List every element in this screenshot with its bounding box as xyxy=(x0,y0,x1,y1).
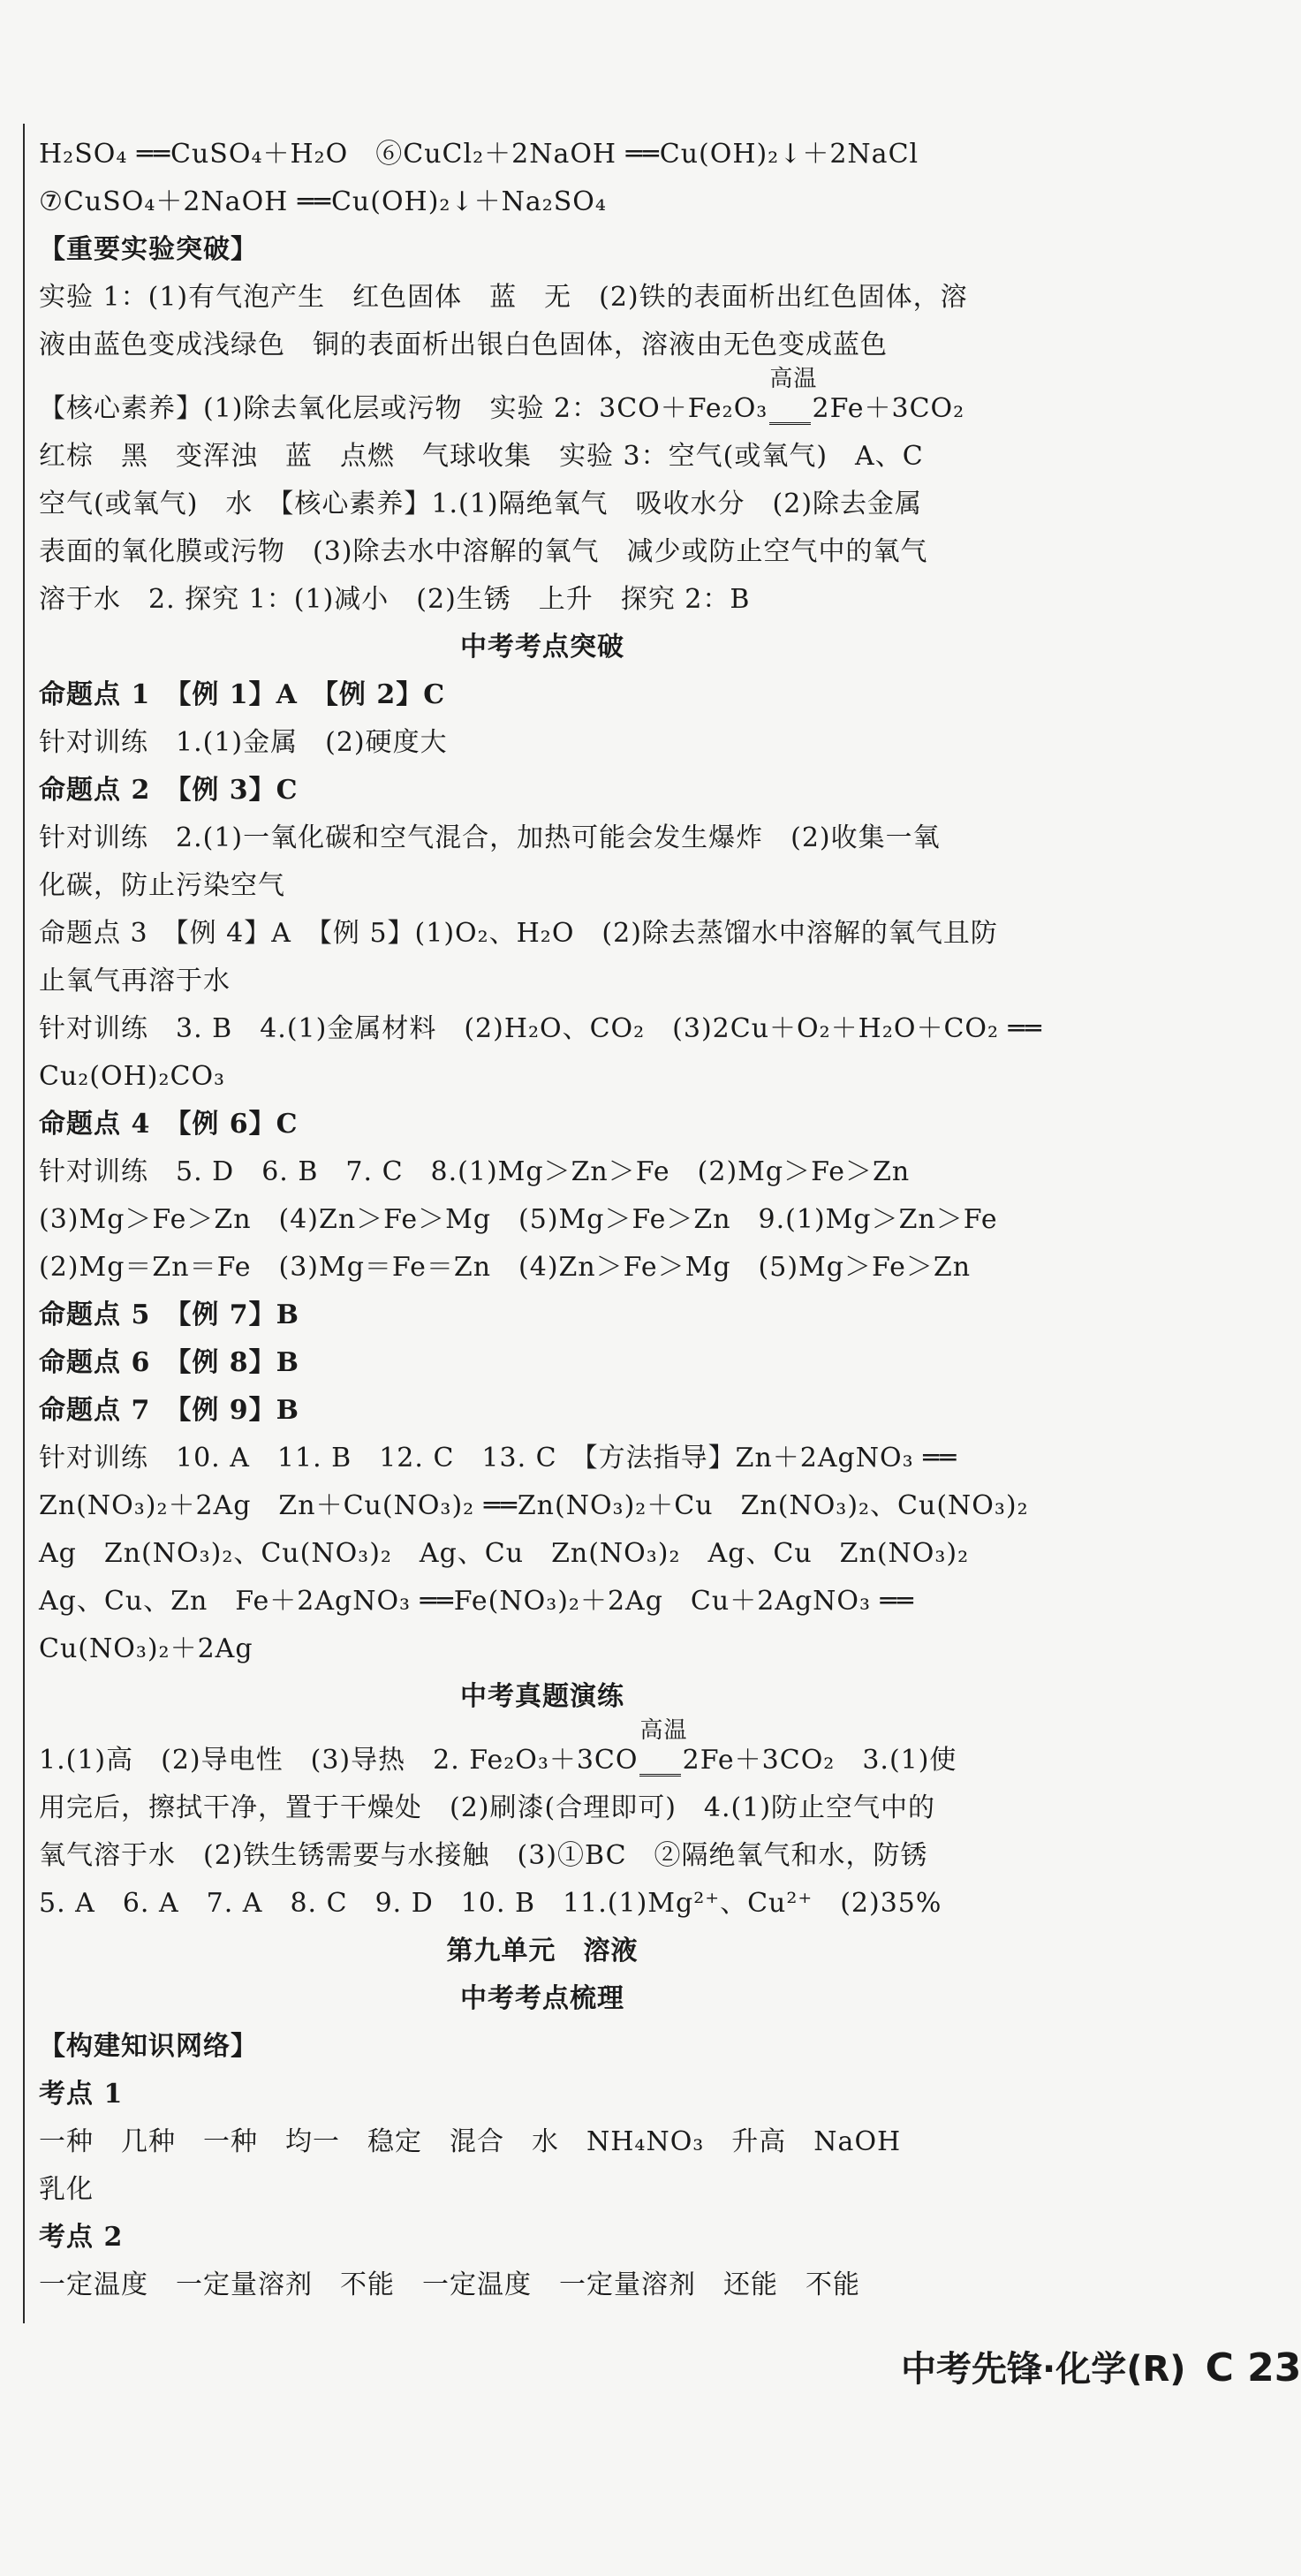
text-line: 一定温度 一定量溶剂 不能 一定温度 一定量溶剂 还能 不能 xyxy=(39,2269,860,2300)
equation-prefix: 【核心素养】(1)除去氧化层或污物 实验 2：3CO＋Fe₂O₃ xyxy=(39,393,768,424)
text-line: ⑦CuSO₄＋2NaOH ══Cu(OH)₂↓＋Na₂SO₄ xyxy=(39,186,607,217)
text-line: 液由蓝色变成浅绿色 铜的表面析出银白色固体，溶液由无色变成蓝色 xyxy=(39,330,888,360)
text-line: 针对训练 1.(1)金属 (2)硬度大 xyxy=(39,727,448,758)
text-line: 化碳，防止污染空气 xyxy=(39,870,285,901)
book-title: 中考先锋·化学(R) xyxy=(901,2349,1186,2390)
equation-suffix: 2Fe＋3CO₂ xyxy=(812,393,965,424)
text-line: 乳化 xyxy=(39,2174,94,2205)
page-footer xyxy=(901,2341,1301,2391)
section-label: 【构建知识网络】 xyxy=(39,2031,258,2062)
reaction-condition: 高温 xyxy=(639,1717,688,1744)
text-line: 针对训练 10. A 11. B 12. C 13. C 【方法指导】Zn＋2AgNO₃ ══ xyxy=(39,1443,957,1474)
reaction-arrow xyxy=(769,366,818,425)
text-line: 溶于水 2. 探究 1：(1)减小 (2)生锈 上升 探究 2：B xyxy=(39,584,751,615)
text-line: 止氧气再溶于水 xyxy=(39,966,231,996)
text-line: 命题点 4 【例 6】C xyxy=(39,1109,299,1140)
section-heading: 中考考点梳理 xyxy=(460,1983,624,2014)
text-line: 命题点 6 【例 8】B xyxy=(39,1347,299,1378)
equation-suffix: 2Fe＋3CO₂ 3.(1)使 xyxy=(682,1745,957,1776)
text-line: Ag、Cu、Zn Fe＋2AgNO₃ ══Fe(NO₃)₂＋2Ag Cu＋2AgNO₃ ══ xyxy=(39,1586,914,1617)
text-line: (2)Mg＝Zn＝Fe (3)Mg＝Fe＝Zn (4)Zn＞Fe＞Mg (5)Mg＞Fe＞Zn xyxy=(39,1252,972,1283)
equation-line xyxy=(39,366,1046,433)
reaction-condition: 高温 xyxy=(769,366,818,392)
text-line: 命题点 1 【例 1】A 【例 2】C xyxy=(39,679,446,710)
text-line: 5. A 6. A 7. A 8. C 9. D 10. B 11.(1)Mg²⁺、Cu²⁺ (2)35% xyxy=(39,1888,942,1919)
text-line: 表面的氧化膜或污物 (3)除去水中溶解的氧气 减少或防止空气中的氧气 xyxy=(39,536,928,567)
text-line: Cu₂(OH)₂CO₃ xyxy=(39,1061,226,1092)
section-label: 【重要实验突破】 xyxy=(39,234,258,265)
reaction-arrow xyxy=(639,1717,688,1777)
unit-heading: 第九单元 溶液 xyxy=(446,1936,639,1966)
text-line: 命题点 2 【例 3】C xyxy=(39,775,299,806)
text-line: 针对训练 5. D 6. B 7. C 8.(1)Mg＞Zn＞Fe (2)Mg＞Fe＞Zn xyxy=(39,1156,911,1187)
text-line: 空气(或氧气) 水 【核心素养】1.(1)隔绝氧气 吸收水分 (2)除去金属 xyxy=(39,489,923,519)
text-line: Ag Zn(NO₃)₂、Cu(NO₃)₂ Ag、Cu Zn(NO₃)₂ Ag、Cu Zn(NO₃)₂ xyxy=(39,1538,970,1569)
text-line: 实验 1：(1)有气泡产生 红色固体 蓝 无 (2)铁的表面析出红色固体，溶 xyxy=(39,282,968,313)
text-line: 氧气溶于水 (2)铁生锈需要与水接触 (3)①BC ②隔绝氧气和水，防锈 xyxy=(39,1840,928,1871)
text-line: 针对训练 2.(1)一氧化碳和空气混合，加热可能会发生爆炸 (2)收集一氧 xyxy=(39,822,941,853)
text-line: Zn(NO₃)₂＋2Ag Zn＋Cu(NO₃)₂ ══Zn(NO₃)₂＋Cu Zn(NO₃)₂、Cu(NO₃)₂ xyxy=(39,1490,1029,1521)
text-line: 命题点 3 【例 4】A 【例 5】(1)O₂、H₂O (2)除去蒸馏水中溶解的氧气且防 xyxy=(39,918,998,949)
equation-prefix: 1.(1)高 (2)导电性 (3)导热 2. Fe₂O₃＋3CO xyxy=(39,1745,639,1776)
answer-content xyxy=(39,131,1046,2309)
text-line: Cu(NO₃)₂＋2Ag xyxy=(39,1633,253,1664)
text-line: 命题点 5 【例 7】B xyxy=(39,1299,299,1330)
text-line: 红棕 黑 变浑浊 蓝 点燃 气球收集 实验 3：空气(或氧气) A、C xyxy=(39,441,924,472)
section-heading: 中考真题演练 xyxy=(460,1681,624,1712)
topic-label: 考点 2 xyxy=(39,2222,124,2253)
text-line: 针对训练 3. B 4.(1)金属材料 (2)H₂O、CO₂ (3)2Cu＋O₂＋H₂O＋CO₂ ══ xyxy=(39,1013,1042,1044)
left-margin-rule xyxy=(23,124,25,2323)
text-line: H₂SO₄ ══CuSO₄＋H₂O ⑥CuCl₂＋2NaOH ══Cu(OH)₂↓＋2NaCl xyxy=(39,139,919,170)
text-line: 命题点 7 【例 9】B xyxy=(39,1395,299,1426)
page-number: C 23 xyxy=(1205,2345,1301,2390)
text-line: 用完后，擦拭干净，置于干燥处 (2)刷漆(合理即可) 4.(1)防止空气中的 xyxy=(39,1792,936,1823)
equation-line xyxy=(39,1717,1046,1784)
topic-label: 考点 1 xyxy=(39,2079,124,2110)
text-line: 一种 几种 一种 均一 稳定 混合 水 NH₄NO₃ 升高 NaOH xyxy=(39,2126,902,2157)
section-heading: 中考考点突破 xyxy=(460,632,624,663)
text-line: (3)Mg＞Fe＞Zn (4)Zn＞Fe＞Mg (5)Mg＞Fe＞Zn 9.(1)Mg＞Zn＞Fe xyxy=(39,1204,998,1235)
